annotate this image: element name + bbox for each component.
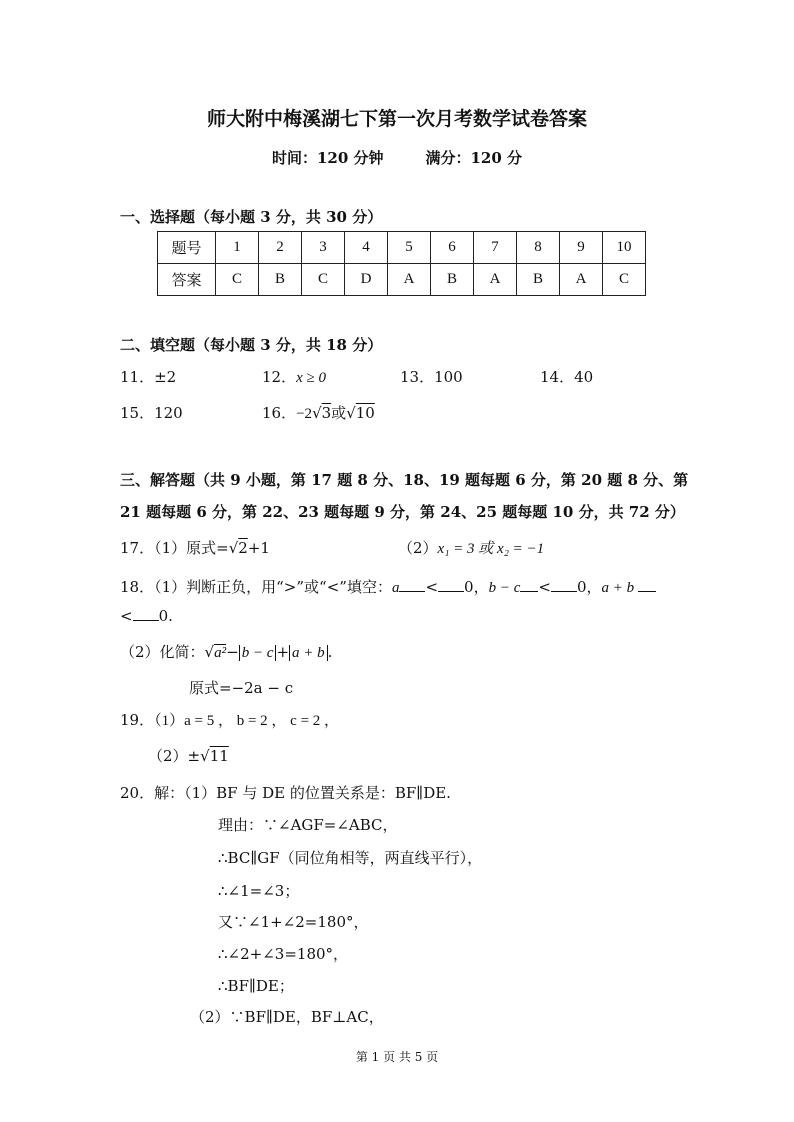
expr: （1）a = 5 ， b = 2 ， c = 2 ， [154,713,340,729]
instruction: （1）判断正负，用“>”或“<”填空： [154,578,392,596]
table-cell: 6 [431,232,474,264]
zero-value: 0， [464,578,489,596]
q20-line7: ∴BF∥DE； [218,977,294,995]
blank-line [638,577,656,592]
item-answer-a: −2 [296,406,313,422]
item-answer: ±2 [154,368,177,386]
expr-tail: +1 [247,539,270,557]
q17-part1 [120,537,270,558]
section3-heading-line1: 三、解答题（共 9 小题，第 17 题 8 分、18、19 题每题 6 分，第 20 题 8 分、第 [120,471,689,489]
expr-bc: b − c [488,580,521,596]
radicand: 10 [355,404,375,422]
section3-heading-line2: 21 题每题 6 分，第 22、23 题每题 9 分，第 24、25 题每题 10 分，共 72 分） [120,503,685,521]
page-title: 师大附中梅溪湖七下第一次月考数学试卷答案 [206,108,587,130]
item-number: 12． [262,368,297,386]
q20-line5: 又∵∠1+∠2=180°， [218,913,369,931]
item-number: 16． [262,404,297,422]
fill-item-15 [120,402,183,423]
table-cell: C [302,264,345,296]
q19-part1 [120,709,339,730]
radicand: 3 [321,404,332,422]
table-cell: 1 [216,232,259,264]
exam-info [0,147,794,168]
q20-line1 [120,782,451,803]
part-label: （2）化简： [120,643,205,661]
sqrt-icon: √ [228,539,239,557]
abs-ab: a + b [289,645,328,661]
q19-part2 [148,745,229,766]
table-cell: A [560,264,603,296]
table-cell: 2 [259,232,302,264]
radicand: 2 [238,539,248,557]
lt-sign: < [538,578,551,596]
fill-item-14 [540,366,593,387]
item-number: 11． [120,368,155,386]
table-cell: A [388,264,431,296]
minus-sign: − [226,643,239,661]
fill-item-12 [262,366,326,387]
table-cell: B [259,264,302,296]
question-number: 17． [120,539,155,557]
sqrt-icon: √ [346,404,356,422]
table-header-cell: 题号 [158,232,216,264]
question-number: 19． [120,711,155,729]
q17-part2 [398,537,544,558]
q20-line6: ∴∠2+∠3=180°， [218,945,349,963]
table-cell: 4 [345,232,388,264]
radicand: 11 [209,747,229,765]
exam-time: 时间：120 分钟 [271,149,384,167]
table-header-cell: 答案 [158,264,216,296]
q18-line1 [120,576,656,597]
expr-ab: a + b [601,580,635,596]
item-answer: 100 [434,368,463,386]
fill-item-13 [400,366,463,387]
part-label: （2）± [148,747,201,765]
lt-sign: < [120,607,133,625]
sqrt-icon: √ [200,747,210,765]
q20-line8: （2）∵BF∥DE，BF⊥AC， [190,1008,384,1026]
table-row [158,264,646,296]
fill-item-11 [120,366,176,387]
blank-line [520,577,538,592]
line-text: 解：（1）BF 与 DE 的位置关系是：BF∥DE. [154,784,451,802]
blank-line [133,606,159,621]
var-a: a [391,580,400,596]
part-label: （1）原式= [154,539,229,557]
table-row [158,232,646,264]
blank-line [551,577,577,592]
exam-score: 满分：120 分 [425,149,523,167]
table-cell: 7 [474,232,517,264]
item-number: 14． [540,368,575,386]
blank-line [399,577,425,592]
table-cell: 5 [388,232,431,264]
item-answer: x ≥ 0 [296,370,326,386]
table-cell: C [603,264,646,296]
part-label: （2） [398,539,438,557]
item-number: 13． [400,368,435,386]
question-number: 20． [120,784,155,802]
question-number: 18． [120,578,155,596]
period: . [327,643,333,661]
table-cell: 9 [560,232,603,264]
table-cell: D [345,264,388,296]
expr: x₁ = 3 或 x₂ = −1 [437,541,545,557]
item-answer: 40 [574,368,594,386]
fill-item-16 [262,402,375,423]
blank-line [438,577,464,592]
q18-line2 [120,606,173,625]
section2-heading: 二、填空题（每小题 3 分，共 18 分） [120,336,383,354]
item-number: 15． [120,404,155,422]
zero-value: 0， [576,578,602,596]
radicand: a² [214,645,227,661]
table-cell: B [431,264,474,296]
page-footer: 第 1 页 共 5 页 [355,1050,439,1064]
table-cell: C [216,264,259,296]
table-cell: B [517,264,560,296]
table-cell: A [474,264,517,296]
q20-line3: ∴BC∥GF（同位角相等，两直线平行）， [218,849,483,867]
q18-part2 [120,641,332,662]
section1-heading: 一、选择题（每小题 3 分，共 30 分） [120,208,383,226]
sqrt-icon: √ [312,404,322,422]
answer-table [157,231,646,296]
table-cell: 8 [517,232,560,264]
or-word: 或 [331,404,347,422]
table-cell: 10 [603,232,646,264]
q18-result: 原式=−2a − c [189,679,294,697]
q20-line4: ∴∠1=∠3； [218,882,300,900]
q20-line2: 理由：∵∠AGF=∠ABC， [218,816,398,834]
sqrt-icon: √ [204,643,215,661]
table-cell: 3 [302,232,345,264]
abs-bc: b − c [239,645,277,661]
lt-sign: < [425,578,439,596]
plus-sign: + [276,643,290,661]
zero-value: 0. [158,607,173,625]
item-answer: 120 [154,404,183,422]
